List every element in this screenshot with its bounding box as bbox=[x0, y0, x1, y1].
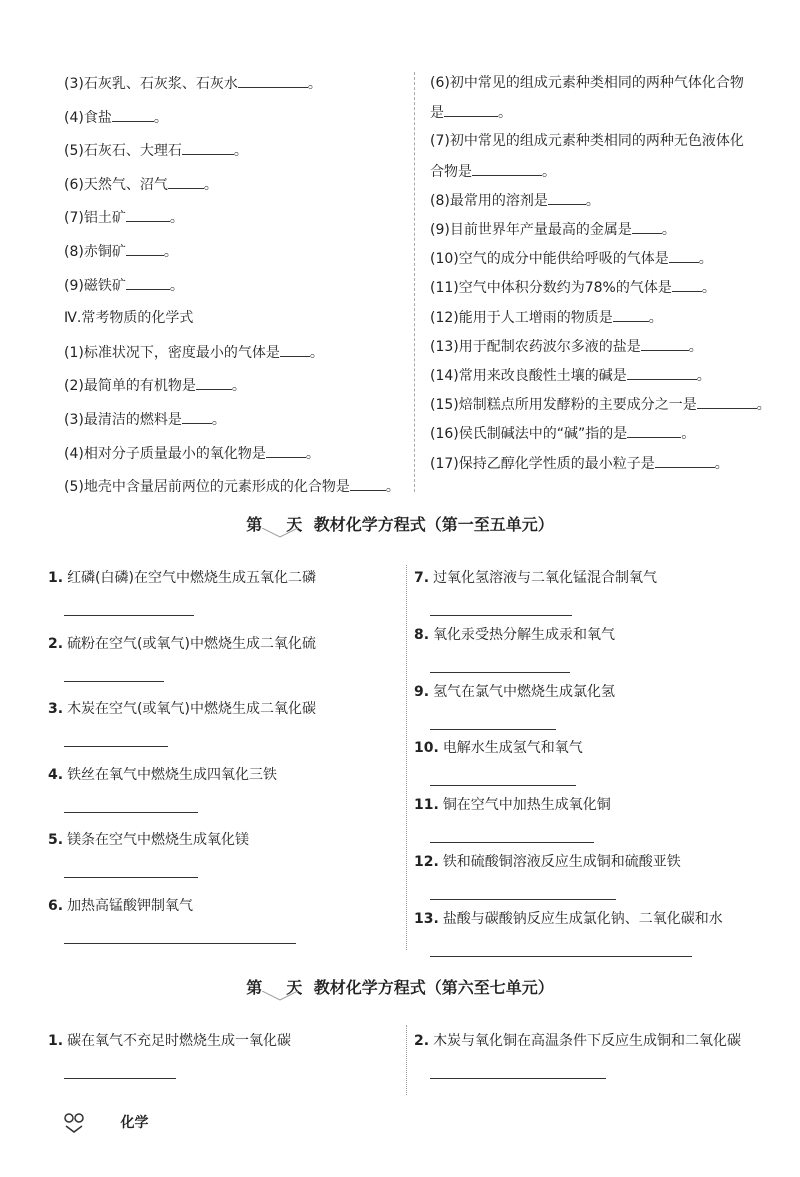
equation-answer-line[interactable] bbox=[430, 729, 556, 730]
answer-blank[interactable] bbox=[444, 102, 498, 117]
fill-in-prompt: (3)石灰乳、石灰浆、石灰水 bbox=[64, 76, 238, 92]
fill-in-item bbox=[430, 190, 600, 211]
answer-blank[interactable] bbox=[672, 277, 702, 292]
section-heading: 教材化学方程式（第六至七单元） bbox=[313, 978, 554, 997]
fill-in-item bbox=[64, 241, 178, 262]
end-punct: 。 bbox=[714, 455, 729, 472]
equation-description: 红磷(白磷)在空气中燃烧生成五氧化二磷 bbox=[67, 570, 316, 586]
fill-in-prompt: (11)空气中体积分数约为78%的气体是 bbox=[430, 280, 672, 297]
fill-in-prompt: (8)最常用的溶剂是 bbox=[430, 192, 548, 209]
equation-number: 13. bbox=[414, 910, 439, 927]
end-punct: 。 bbox=[648, 309, 663, 326]
fill-in-prompt: (15)焙制糕点所用发酵粉的主要成分之一是 bbox=[430, 397, 697, 414]
fill-in-prompt: (4)相对分子质量最小的氧化物是 bbox=[64, 445, 266, 462]
equation-answer-line[interactable] bbox=[430, 1078, 606, 1079]
section-day-label: 第 天 bbox=[246, 975, 302, 998]
equation-answer-line[interactable] bbox=[64, 812, 198, 813]
equation-answer-line[interactable] bbox=[430, 672, 570, 673]
equation-prompt bbox=[48, 1030, 291, 1050]
end-punct: 。 bbox=[756, 397, 771, 414]
fill-in-item bbox=[64, 308, 193, 328]
end-punct: 。 bbox=[385, 479, 400, 496]
equation-prompt bbox=[414, 681, 615, 701]
fill-in-item bbox=[430, 73, 744, 93]
fill-in-item bbox=[430, 423, 695, 444]
section-day-label: 第 天 bbox=[246, 512, 302, 535]
end-punct: 。 bbox=[169, 210, 184, 227]
fill-in-item bbox=[64, 73, 322, 94]
equation-description: 氢气在氯气中燃烧生成氯化氢 bbox=[433, 683, 616, 700]
equation-description: 铁丝在氧气中燃烧生成四氧化三铁 bbox=[67, 766, 278, 783]
answer-blank[interactable] bbox=[126, 241, 164, 256]
equation-description: 电解水生成氢气和氧气 bbox=[442, 740, 583, 757]
fill-in-prompt: (12)能用于人工增雨的物质是 bbox=[430, 309, 613, 326]
equations-divider-2 bbox=[406, 1025, 407, 1095]
equation-answer-line[interactable] bbox=[64, 877, 198, 878]
fill-in-prompt: (9)目前世界年产量最高的金属是 bbox=[430, 222, 632, 238]
fill-in-prompt: (2)最简单的有机物是 bbox=[64, 378, 196, 395]
end-punct: 。 bbox=[688, 338, 703, 355]
answer-blank[interactable] bbox=[280, 342, 310, 357]
equations-divider-1 bbox=[406, 565, 407, 950]
end-punct: 。 bbox=[542, 163, 556, 180]
fill-in-prompt: (5)石灰石、大理石 bbox=[64, 143, 182, 160]
end-punct: 。 bbox=[661, 222, 676, 238]
fill-in-item bbox=[430, 336, 703, 357]
end-punct: 。 bbox=[498, 105, 512, 122]
end-punct: 。 bbox=[211, 412, 226, 428]
fill-in-item bbox=[430, 307, 663, 328]
answer-blank[interactable] bbox=[655, 453, 715, 468]
fill-in-prompt: (6)天然气、沼气 bbox=[64, 176, 168, 193]
equation-prompt bbox=[414, 737, 583, 757]
equation-prompt bbox=[48, 764, 277, 784]
fill-in-prompt: 是 bbox=[430, 105, 444, 122]
equation-description: 碳在氧气不充足时燃烧生成一氧化碳 bbox=[67, 1033, 292, 1049]
fill-in-prompt: (4)食盐 bbox=[64, 109, 112, 126]
answer-blank[interactable] bbox=[196, 375, 232, 390]
answer-blank[interactable] bbox=[472, 161, 542, 176]
answer-blank[interactable] bbox=[627, 423, 681, 438]
equation-number: 1. bbox=[48, 570, 64, 586]
answer-blank[interactable] bbox=[182, 140, 234, 155]
mascot-logo-icon bbox=[62, 1112, 86, 1134]
end-punct: 。 bbox=[681, 426, 696, 443]
equation-prompt bbox=[48, 633, 316, 653]
fill-in-prompt: (1)标准状况下，密度最小的气体是 bbox=[64, 344, 280, 361]
answer-blank[interactable] bbox=[627, 365, 697, 380]
fill-in-item bbox=[430, 131, 744, 151]
equation-number: 6. bbox=[48, 897, 64, 914]
fill-in-prompt: (3)最清洁的燃料是 bbox=[64, 412, 182, 428]
fill-in-item bbox=[64, 207, 184, 228]
answer-blank[interactable] bbox=[350, 476, 386, 491]
equation-description: 氧化汞受热分解生成汞和氧气 bbox=[433, 626, 616, 643]
equation-answer-line[interactable] bbox=[64, 615, 194, 616]
end-punct: 。 bbox=[307, 76, 322, 92]
end-punct: 。 bbox=[305, 445, 320, 462]
section-title-1 bbox=[0, 512, 800, 535]
equation-number: 11. bbox=[414, 797, 439, 814]
equation-answer-line[interactable] bbox=[64, 943, 296, 944]
equation-description: 加热高锰酸钾制氧气 bbox=[67, 897, 194, 914]
fill-in-item bbox=[430, 248, 713, 269]
fill-in-prompt: (7)铝土矿 bbox=[64, 210, 126, 227]
end-punct: 。 bbox=[169, 277, 184, 294]
fill-in-item bbox=[430, 219, 676, 240]
answer-blank[interactable] bbox=[168, 174, 204, 189]
equation-prompt bbox=[48, 829, 249, 849]
equation-number: 2. bbox=[414, 1033, 430, 1049]
fill-in-prompt: (6)初中常见的组成元素种类相同的两种气体化合物 bbox=[430, 75, 744, 91]
fill-in-prompt: (10)空气的成分中能供给呼吸的气体是 bbox=[430, 251, 669, 268]
fill-in-prompt: (14)常用来改良酸性土壤的碱是 bbox=[430, 368, 627, 384]
fill-in-item bbox=[430, 453, 729, 474]
equation-prompt bbox=[414, 1030, 741, 1050]
answer-blank[interactable] bbox=[632, 219, 662, 234]
end-punct: 。 bbox=[203, 176, 218, 193]
equation-prompt bbox=[414, 794, 611, 814]
answer-blank[interactable] bbox=[126, 275, 170, 290]
fill-in-prompt: (16)侯氏制碱法中的“碱”指的是 bbox=[430, 426, 628, 443]
equation-answer-line[interactable] bbox=[430, 615, 572, 616]
end-punct: 。 bbox=[233, 143, 248, 160]
fill-in-prompt: (5)地壳中含量居前两位的元素形成的化合物是 bbox=[64, 479, 350, 496]
equation-answer-line[interactable] bbox=[430, 785, 576, 786]
end-punct: 。 bbox=[701, 280, 716, 297]
answer-blank[interactable] bbox=[697, 394, 757, 409]
equation-description: 木炭在空气(或氧气)中燃烧生成二氧化碳 bbox=[67, 701, 316, 717]
fill-in-item bbox=[430, 365, 711, 386]
fill-in-prompt: (9)磁铁矿 bbox=[64, 277, 126, 294]
equation-number: 5. bbox=[48, 832, 64, 848]
chevron-decoration-icon bbox=[262, 528, 298, 538]
equation-description: 木炭与氧化铜在高温条件下反应生成铜和二氧化碳 bbox=[433, 1033, 742, 1049]
fill-in-prompt: (13)用于配制农药波尔多液的盐是 bbox=[430, 338, 641, 355]
equation-prompt bbox=[48, 567, 316, 587]
fill-in-item bbox=[430, 161, 556, 182]
equation-description: 镁条在空气中燃烧生成氧化镁 bbox=[67, 832, 250, 848]
fill-in-item bbox=[430, 102, 512, 123]
fill-in-item bbox=[64, 476, 400, 497]
equation-prompt bbox=[48, 895, 193, 915]
answer-blank[interactable] bbox=[613, 307, 649, 322]
equation-number: 9. bbox=[414, 683, 430, 700]
equation-number: 10. bbox=[414, 740, 439, 757]
equation-prompt bbox=[414, 624, 615, 644]
fill-in-item bbox=[64, 409, 226, 430]
end-punct: 。 bbox=[163, 244, 178, 260]
equation-answer-line[interactable] bbox=[430, 956, 692, 957]
equation-number: 3. bbox=[48, 701, 64, 717]
end-punct: 。 bbox=[309, 344, 324, 361]
equation-description: 铜在空气中加热生成氧化铜 bbox=[442, 797, 611, 814]
answer-blank[interactable] bbox=[126, 207, 170, 222]
fill-in-item bbox=[430, 394, 771, 415]
answer-blank[interactable] bbox=[669, 248, 699, 263]
fill-in-item bbox=[64, 443, 320, 464]
equation-prompt bbox=[48, 698, 316, 718]
equation-answer-line[interactable] bbox=[64, 681, 164, 682]
fill-in-item bbox=[430, 277, 716, 298]
equation-number: 7. bbox=[414, 570, 430, 586]
column-divider bbox=[414, 72, 415, 492]
equation-number: 1. bbox=[48, 1033, 64, 1049]
equation-description: 硫粉在空气(或氧气)中燃烧生成二氧化硫 bbox=[67, 635, 316, 652]
fill-in-prompt: (17)保持乙醇化学性质的最小粒子是 bbox=[430, 455, 655, 472]
answer-blank[interactable] bbox=[641, 336, 689, 351]
fill-in-item bbox=[64, 107, 168, 128]
equation-description: 过氧化氢溶液与二氧化锰混合制氧气 bbox=[433, 570, 658, 586]
footer-subject: 化学 bbox=[120, 1115, 149, 1131]
fill-in-prompt: Ⅳ.常考物质的化学式 bbox=[64, 310, 194, 327]
equation-answer-line[interactable] bbox=[430, 899, 616, 900]
section-heading: 教材化学方程式（第一至五单元） bbox=[313, 515, 554, 534]
chevron-decoration-icon bbox=[262, 991, 298, 1001]
equation-prompt bbox=[414, 908, 723, 928]
end-punct: 。 bbox=[698, 251, 713, 268]
equation-answer-line[interactable] bbox=[64, 1078, 176, 1079]
end-punct: 。 bbox=[153, 109, 168, 126]
fill-in-item bbox=[64, 275, 184, 296]
fill-in-prompt: (7)初中常见的组成元素种类相同的两种无色液体化 bbox=[430, 133, 744, 150]
fill-in-prompt: 合物是 bbox=[430, 163, 472, 180]
answer-blank[interactable] bbox=[548, 190, 586, 205]
equation-prompt bbox=[414, 851, 681, 871]
answer-blank[interactable] bbox=[112, 107, 154, 122]
equation-number: 12. bbox=[414, 854, 439, 870]
fill-in-item bbox=[64, 174, 218, 195]
equation-answer-line[interactable] bbox=[64, 746, 168, 747]
section-title-2 bbox=[0, 975, 800, 998]
equation-description: 铁和硫酸铜溶液反应生成铜和硫酸亚铁 bbox=[442, 854, 681, 870]
equation-answer-line[interactable] bbox=[430, 842, 594, 843]
fill-in-item bbox=[64, 375, 246, 396]
fill-in-prompt: (8)赤铜矿 bbox=[64, 244, 126, 260]
equation-prompt bbox=[414, 567, 657, 587]
end-punct: 。 bbox=[696, 368, 711, 384]
end-punct: 。 bbox=[585, 192, 600, 209]
answer-blank[interactable] bbox=[266, 443, 306, 458]
end-punct: 。 bbox=[231, 378, 246, 395]
equation-number: 4. bbox=[48, 766, 64, 783]
fill-in-item bbox=[64, 342, 324, 363]
answer-blank[interactable] bbox=[238, 73, 308, 88]
equation-number: 2. bbox=[48, 635, 64, 652]
answer-blank[interactable] bbox=[182, 409, 212, 424]
equation-description: 盐酸与碳酸钠反应生成氯化钠、二氧化碳和水 bbox=[442, 910, 723, 927]
fill-in-item bbox=[64, 140, 248, 161]
footer bbox=[62, 1112, 148, 1134]
equation-number: 8. bbox=[414, 626, 430, 643]
